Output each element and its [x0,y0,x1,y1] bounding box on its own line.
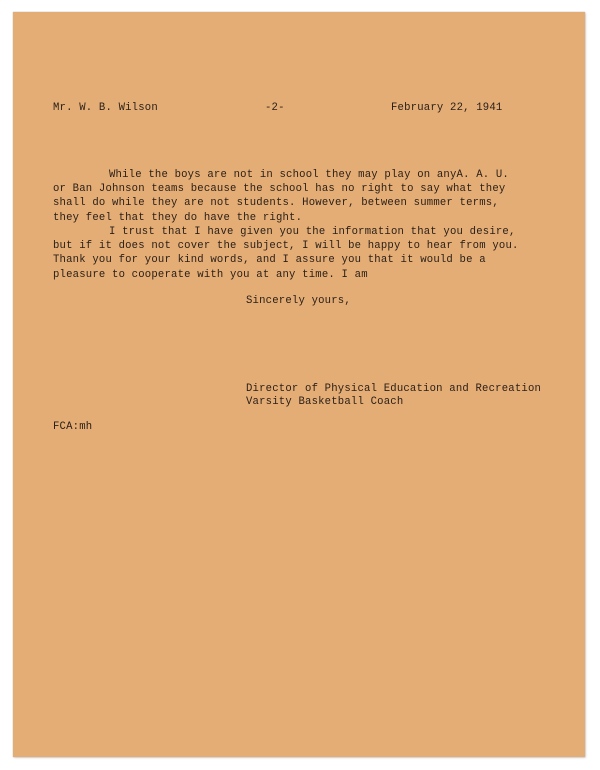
body-paragraph-2: I trust that I have given you the information that you desire, but if it does not cover the subject, I will be happy to hear from you. Thank you for your kind words, and I assure you that it would be a pleasure to cooperate with you at any time. I am [53,226,519,281]
body-paragraph-1: While the boys are not in school they may play on anyA. A. U. or Ban Johnson teams because the school has no right to say what they shall do while they are not students. However, between summer terms, they feel that they do have the right. [53,169,509,224]
letter-date: February 22, 1941 [391,102,503,114]
typist-initials: FCA:mh [53,421,93,433]
signer-title-line-2: Varsity Basketball Coach [246,396,404,408]
letter-page [13,12,585,757]
recipient-name: Mr. W. B. Wilson [53,102,158,114]
signer-title-line-1: Director of Physical Education and Recreation [246,383,542,395]
closing-salutation: Sincerely yours, [246,295,351,307]
page-number: -2- [265,102,285,114]
